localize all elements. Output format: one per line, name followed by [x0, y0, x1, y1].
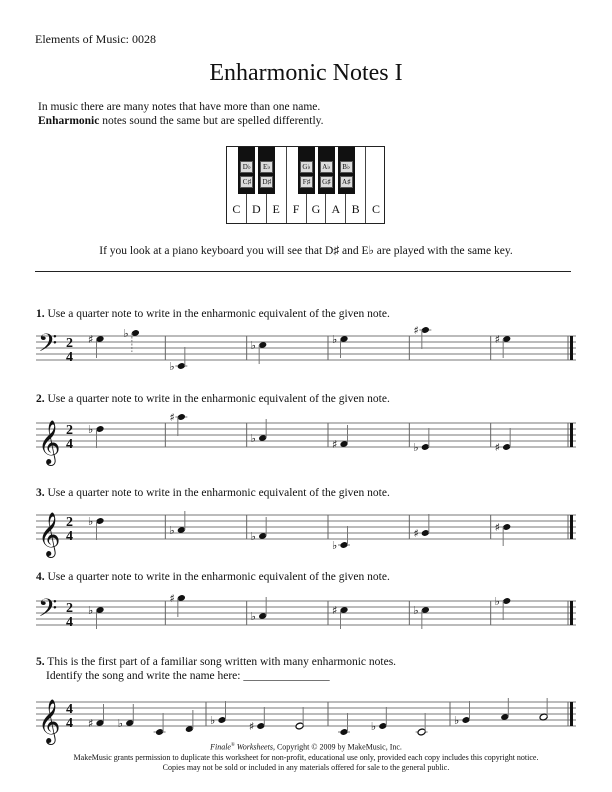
bass-clef-icon: 𝄢	[38, 594, 58, 629]
flat-icon: ♭	[332, 333, 338, 346]
exercise-instruction: This is the first part of a familiar song written with many enharmonic notes.	[44, 656, 397, 668]
exercise-2-staff[interactable]	[36, 405, 576, 485]
white-key-label: A	[331, 202, 341, 216]
note[interactable]	[539, 698, 548, 721]
header-label: Elements of Music: 0028	[35, 32, 156, 46]
final-barline-thick	[570, 423, 573, 447]
note[interactable]	[416, 713, 428, 736]
footer-line-1	[0, 741, 612, 753]
note[interactable]	[500, 698, 509, 721]
sharp-icon: ♯	[88, 333, 94, 346]
flat-icon: ♭	[250, 530, 256, 543]
sharp-icon: ♯	[169, 592, 175, 605]
enharmonic-term: Enharmonic	[38, 115, 100, 127]
white-key-label: C	[372, 202, 381, 216]
treble-clef-icon: 𝄞	[38, 512, 61, 556]
exercise-number: 4.	[36, 571, 45, 583]
flat-icon: ♭	[250, 432, 256, 445]
sharp-icon: ♯	[332, 438, 338, 451]
flat-icon: ♭	[88, 515, 94, 528]
black-key-sharp-label: C♯	[240, 176, 253, 188]
page-title: Enharmonic Notes I	[209, 60, 403, 86]
final-barline-thick	[570, 702, 573, 726]
sharp-icon: ♯	[332, 604, 338, 617]
black-key-sharp-label: D♯	[260, 176, 273, 188]
exercise-4-staff[interactable]	[36, 583, 576, 663]
exercise-number: 1.	[36, 308, 45, 320]
sharp-icon: ♯	[248, 720, 255, 733]
flat-icon: ♭	[169, 360, 175, 373]
flat-icon: ♭	[332, 539, 338, 552]
final-barline-thick	[570, 515, 573, 539]
sharp-icon: ♯	[494, 333, 500, 346]
white-key-label: E	[272, 202, 280, 216]
flat-icon: ♭	[250, 610, 256, 623]
sharp-icon: ♯	[413, 527, 419, 540]
time-signature-top: 2	[66, 515, 73, 530]
white-key-label: B	[351, 202, 360, 216]
flat-icon: ♭	[117, 717, 123, 730]
final-barline-thick	[570, 601, 573, 625]
exercise-2-prompt	[36, 392, 390, 406]
flat-icon: ♭	[88, 604, 94, 617]
time-signature-bottom: 4	[66, 615, 73, 630]
time-signature-top: 2	[66, 601, 73, 616]
white-key-label: C	[232, 202, 241, 216]
black-key	[318, 147, 335, 194]
white-key-label: D	[251, 202, 261, 216]
time-signature-bottom: 4	[66, 350, 73, 365]
note[interactable]	[338, 713, 350, 736]
exercise-number: 5.	[36, 656, 45, 668]
intro-text	[38, 100, 324, 128]
treble-clef-icon: 𝄞	[38, 699, 61, 743]
black-key-flat-label: G♭	[300, 161, 313, 173]
exercise-instruction: Use a quarter note to write in the enharmonic equivalent of the given note.	[44, 393, 390, 405]
sharp-icon: ♯	[88, 717, 94, 730]
sharp-icon: ♯	[494, 441, 500, 454]
registered-mark: ®	[230, 743, 235, 748]
exercise-instruction: Use a quarter note to write in the enharmonic equivalent of the given note.	[44, 308, 390, 320]
black-key	[298, 147, 315, 194]
exercise-instruction: Use a quarter note to write in the enharmonic equivalent of the given note.	[44, 571, 390, 583]
flat-icon: ♭	[250, 339, 256, 352]
exercise-number: 3.	[36, 487, 45, 499]
sharp-icon: ♯	[169, 411, 175, 424]
white-key-label: F	[292, 202, 300, 216]
copyright-text: , Copyright © 2009 by MakeMusic, Inc.	[272, 742, 402, 752]
intro-line-2	[38, 114, 324, 128]
flat-icon: ♭	[413, 604, 419, 617]
treble-clef-icon: 𝄞	[38, 420, 61, 464]
footer	[0, 741, 612, 773]
finale-brand: Finale	[210, 742, 231, 752]
exercise-1-staff[interactable]	[36, 318, 576, 398]
piano-caption: If you look at a piano keyboard you will see that D♯ and E♭ are played with the same key.	[99, 245, 513, 257]
divider	[35, 271, 571, 272]
exercise-5-prompt	[36, 655, 396, 683]
white-key-label: G	[311, 202, 321, 216]
footer-line-2: MakeMusic grants permission to duplicate this worksheet for non-profit, educational use only, provided each copy includes this copyright notice.	[73, 752, 539, 762]
note[interactable]	[185, 710, 194, 733]
piano-keyboard-diagram	[226, 146, 385, 224]
black-key-sharp-label: G♯	[320, 176, 333, 188]
flat-icon: ♭	[210, 714, 216, 727]
flat-icon: ♭	[169, 524, 175, 537]
flat-icon: ♭	[413, 441, 419, 454]
sharp-icon: ♯	[413, 324, 419, 337]
exercise-4-prompt	[36, 570, 390, 584]
black-key-flat-label: B♭	[340, 161, 353, 173]
intro-line-2-rest: notes sound the same but are spelled differently.	[99, 115, 324, 127]
time-signature-bottom: 4	[66, 529, 73, 544]
note[interactable]	[295, 707, 304, 730]
black-key-sharp-label: F♯	[300, 176, 313, 188]
flat-icon: ♭	[454, 714, 460, 727]
time-signature-bottom: 4	[66, 437, 73, 452]
note[interactable]	[154, 713, 166, 736]
footer-line-3: Copies may not be sold or included in any materials offered for sale to the general public.	[162, 762, 450, 772]
exercise-number: 2.	[36, 393, 45, 405]
song-name-blank[interactable]: Identify the song and write the name here: _______________	[46, 670, 330, 682]
black-key-flat-label: A♭	[320, 161, 333, 173]
black-key-flat-label: E♭	[260, 161, 273, 173]
black-key	[338, 147, 355, 194]
flat-icon: ♭	[88, 423, 94, 436]
intro-line-1: In music there are many notes that have more than one name.	[38, 101, 321, 113]
sharp-icon: ♯	[494, 521, 500, 534]
flat-icon: ♭	[123, 327, 129, 340]
product-name: Worksheets	[234, 742, 273, 752]
time-signature-top: 2	[66, 423, 73, 438]
bass-clef-icon: 𝄢	[38, 329, 58, 364]
black-key-flat-label: D♭	[240, 161, 253, 173]
final-barline-thick	[570, 336, 573, 360]
time-signature-bottom: 4	[66, 716, 73, 731]
flat-icon: ♭	[494, 595, 500, 608]
time-signature-top: 4	[66, 702, 73, 717]
exercise-3-staff[interactable]	[36, 497, 576, 577]
black-key	[258, 147, 275, 194]
black-key	[238, 147, 255, 194]
flat-icon: ♭	[370, 720, 377, 733]
exercise-instruction: Use a quarter note to write in the enharmonic equivalent of the given note.	[44, 487, 390, 499]
black-key-sharp-label: A♯	[340, 176, 353, 188]
time-signature-top: 2	[66, 336, 73, 351]
white-key-c	[366, 147, 386, 223]
